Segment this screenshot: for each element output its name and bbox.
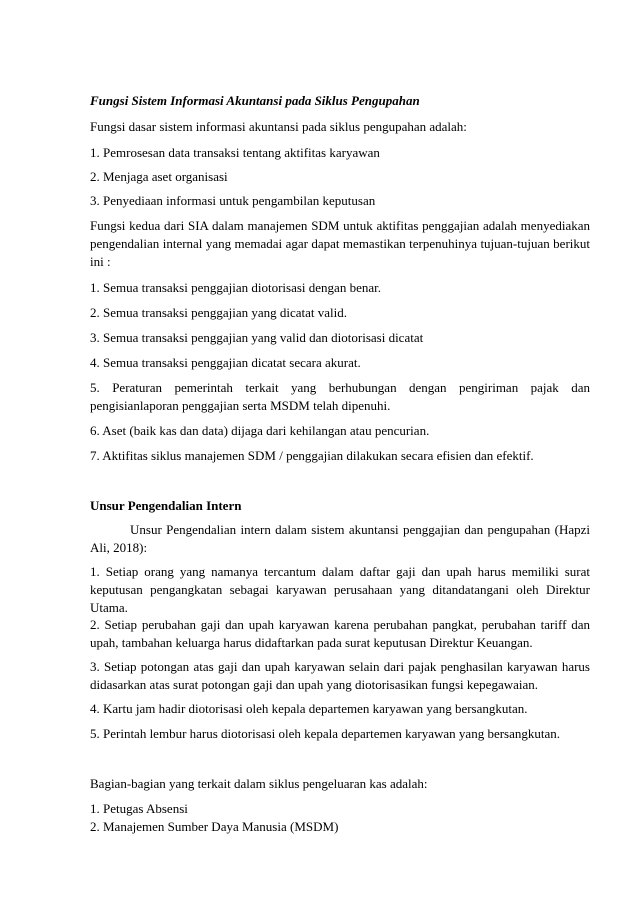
section-intro: Unsur Pengendalian intern dalam sistem akuntansi penggajian dan pengupahan (Hapzi Ali, 2018): [90, 522, 590, 555]
list-item: 2. Semua transaksi penggajian yang dicatat valid. [90, 305, 348, 320]
section-intro: Fungsi dasar sistem informasi akuntansi pada siklus pengupahan adalah: [90, 119, 467, 134]
section-intro: Bagian-bagian yang terkait dalam siklus pengeluaran kas adalah: [90, 776, 428, 791]
list-item: 5. Perintah lembur harus diotorisasi oleh kepala departemen karyawan yang bersangkutan. [90, 726, 561, 741]
list-item: 5. Peraturan pemerintah terkait yang berhubungan dengan pengiriman pajak dan pengisianlaporan penggajian serta MSDM telah dipenuhi. [90, 380, 590, 413]
section-heading-fungsi-sia: Fungsi Sistem Informasi Akuntansi pada Siklus Pengupahan [90, 93, 420, 108]
list-item: 4. Kartu jam hadir diotorisasi oleh kepala departemen karyawan yang bersangkutan. [90, 701, 528, 716]
list-item: 3. Penyediaan informasi untuk pengambilan keputusan [90, 193, 376, 208]
list-item: 7. Aktifitas siklus manajemen SDM / penggajian dilakukan secara efisien dan efektif. [90, 448, 534, 463]
list-item: 1. Petugas Absensi [90, 801, 188, 816]
list-item: 1. Semua transaksi penggajian diotorisasi dengan benar. [90, 280, 381, 295]
list-item: 4. Semua transaksi penggajian dicatat secara akurat. [90, 355, 361, 370]
list-item: 1. Setiap orang yang namanya tercantum dalam daftar gaji dan upah harus memiliki surat keputusan pengangkatan sebagai karyawan perusahaan yang ditandatangani oleh Direktur Utama. [90, 564, 590, 615]
paragraph: Fungsi kedua dari SIA dalam manajemen SDM untuk aktifitas penggajian adalah menyediakan pengendalian internal yang memadai agar dapat memastikan terpenuhinya tujuan-tujuan berikut ini : [90, 218, 590, 269]
list-item: 3. Setiap potongan atas gaji dan upah karyawan selain dari pajak penghasilan karyawan harus didasarkan atas surat potongan gaji dan upah yang diotorisasikan fungsi kepegawaian. [90, 659, 590, 692]
list-item: 6. Aset (baik kas dan data) dijaga dari kehilangan atau pencurian. [90, 423, 430, 438]
list-item: 2. Setiap perubahan gaji dan upah karyawan karena perubahan pangkat, perubahan tariff dan upah, tambahan keluarga harus didaftarkan pada surat keputusan Direktur Keuangan. [90, 617, 590, 650]
section-heading-unsur-pengendalian: Unsur Pengendalian Intern [90, 498, 242, 513]
list-item: 3. Semua transaksi penggajian yang valid dan diotorisasi dicatat [90, 330, 424, 345]
list-item: 2. Menjaga aset organisasi [90, 169, 228, 184]
list-item: 1. Pemrosesan data transaksi tentang aktifitas karyawan [90, 145, 380, 160]
list-item: 2. Manajemen Sumber Daya Manusia (MSDM) [90, 819, 339, 834]
